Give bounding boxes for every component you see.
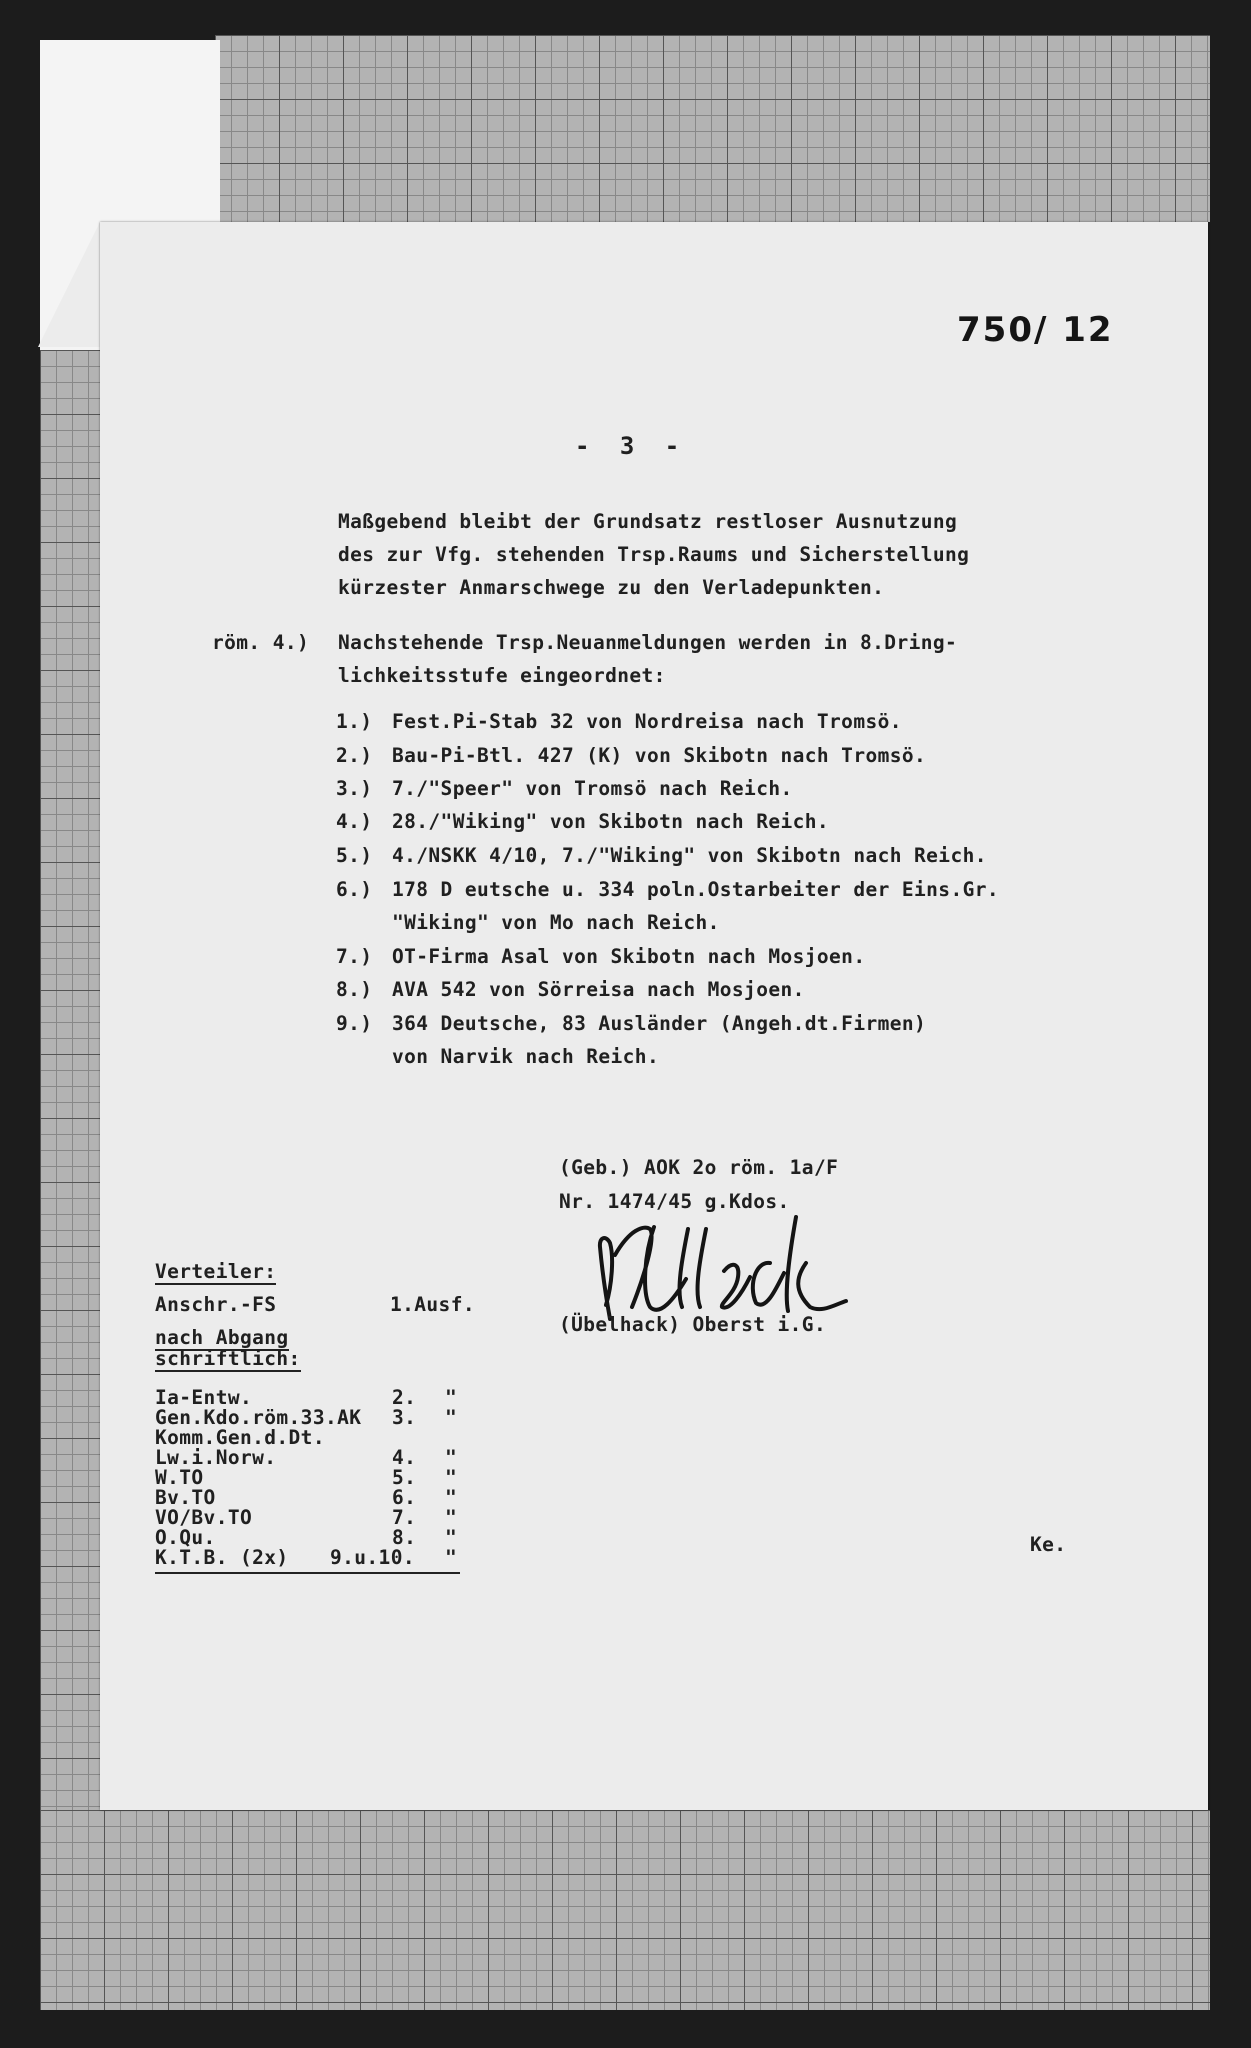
- list-item-text: von Narvik nach Reich.: [392, 1045, 660, 1068]
- signature-name: (Übelhack) Oberst i.G.: [559, 1313, 827, 1336]
- list-item-number: 5.): [336, 844, 373, 867]
- distribution-subheading: nach Abgang: [155, 1326, 289, 1349]
- distribution-item: Gen.Kdo.röm.33.AK: [155, 1406, 362, 1429]
- distribution-count: 4.: [392, 1446, 417, 1469]
- list-item-number: 9.): [336, 1012, 373, 1035]
- text-line: des zur Vfg. stehenden Trsp.Raums und Sicherstellung: [338, 543, 970, 566]
- distribution-item: Anschr.-FS: [155, 1293, 277, 1316]
- list-item-text: 28./"Wiking" von Skibotn nach Reich.: [392, 810, 830, 833]
- distribution-item: Ia-Entw.: [155, 1386, 253, 1409]
- text-line: Maßgebend bleibt der Grundsatz restloser Ausnutzung: [338, 510, 958, 533]
- distribution-underline: [155, 1572, 460, 1574]
- list-item-text: Bau-Pi-Btl. 427 (K) von Skibotn nach Tromsö.: [392, 744, 927, 767]
- list-item-text: 7./"Speer" von Tromsö nach Reich.: [392, 777, 793, 800]
- distribution-count: 9.u.10.: [330, 1546, 415, 1569]
- distribution-item: VO/Bv.TO: [155, 1506, 253, 1529]
- list-item-text: AVA 542 von Sörreisa nach Mosjoen.: [392, 978, 805, 1001]
- section-label: röm. 4.): [212, 631, 310, 654]
- list-item-text: OT-Firma Asal von Skibotn nach Mosjoen.: [392, 945, 866, 968]
- text-line: Nachstehende Trsp.Neuanmeldungen werden in 8.Dring-: [338, 631, 958, 654]
- distribution-count: 7.: [392, 1506, 417, 1529]
- list-item-number: 4.): [336, 810, 373, 833]
- distribution-count: 1.Ausf.: [390, 1293, 475, 1316]
- distribution-item: O.Qu.: [155, 1526, 216, 1549]
- ditto-mark: ": [445, 1466, 458, 1489]
- list-item-number: 7.): [336, 945, 373, 968]
- ditto-mark: ": [445, 1546, 458, 1569]
- distribution-heading: Verteiler:: [155, 1260, 277, 1283]
- grid-backdrop-left: [40, 350, 100, 1810]
- ditto-mark: ": [445, 1406, 458, 1429]
- distribution-item: Komm.Gen.d.Dt.: [155, 1426, 325, 1449]
- distribution-count: 6.: [392, 1486, 417, 1509]
- distribution-item: Lw.i.Norw.: [155, 1446, 277, 1469]
- list-item-number: 8.): [336, 978, 373, 1001]
- page-number: - 3 -: [575, 432, 688, 460]
- distribution-subheading: schriftlich:: [155, 1347, 301, 1370]
- list-item-text: 178 D eutsche u. 334 poln.Ostarbeiter der Eins.Gr.: [392, 878, 999, 901]
- list-item-number: 6.): [336, 878, 373, 901]
- document-stamp-number: 750/ 12: [957, 310, 1114, 350]
- distribution-count: 3.: [392, 1406, 417, 1429]
- distribution-count: 2.: [392, 1386, 417, 1409]
- distribution-count: 8.: [392, 1526, 417, 1549]
- list-item-text: "Wiking" von Mo nach Reich.: [392, 911, 720, 934]
- list-item-text: 4./NSKK 4/10, 7./"Wiking" von Skibotn nach Reich.: [392, 844, 987, 867]
- distribution-item: W.TO: [155, 1466, 204, 1489]
- grid-backdrop-top: [215, 35, 1210, 222]
- text-line: lichkeitsstufe eingeordnet:: [338, 664, 666, 687]
- list-item-number: 3.): [336, 777, 373, 800]
- reference-number: Nr. 1474/45 g.Kdos.: [559, 1190, 790, 1213]
- list-item-number: 2.): [336, 744, 373, 767]
- list-item-text: 364 Deutsche, 83 Ausländer (Angeh.dt.Firmen): [392, 1012, 927, 1035]
- document-page: [100, 222, 1208, 1810]
- ditto-mark: ": [445, 1486, 458, 1509]
- ditto-mark: ": [445, 1506, 458, 1529]
- sender-line: (Geb.) AOK 2o röm. 1a/F: [559, 1156, 839, 1179]
- distribution-item: K.T.B. (2x): [155, 1546, 289, 1569]
- grid-backdrop-bottom: [40, 1810, 1210, 2010]
- list-item-number: 1.): [336, 710, 373, 733]
- ditto-mark: ": [445, 1526, 458, 1549]
- distribution-count: 5.: [392, 1466, 417, 1489]
- list-item-text: Fest.Pi-Stab 32 von Nordreisa nach Tromsö.: [392, 710, 902, 733]
- folded-corner: [38, 222, 100, 347]
- distribution-item: Bv.TO: [155, 1486, 216, 1509]
- ditto-mark: ": [445, 1386, 458, 1409]
- text-line: kürzester Anmarschwege zu den Verladepunkten.: [338, 576, 885, 599]
- typist-initials: Ke.: [1030, 1533, 1067, 1556]
- ditto-mark: ": [445, 1446, 458, 1469]
